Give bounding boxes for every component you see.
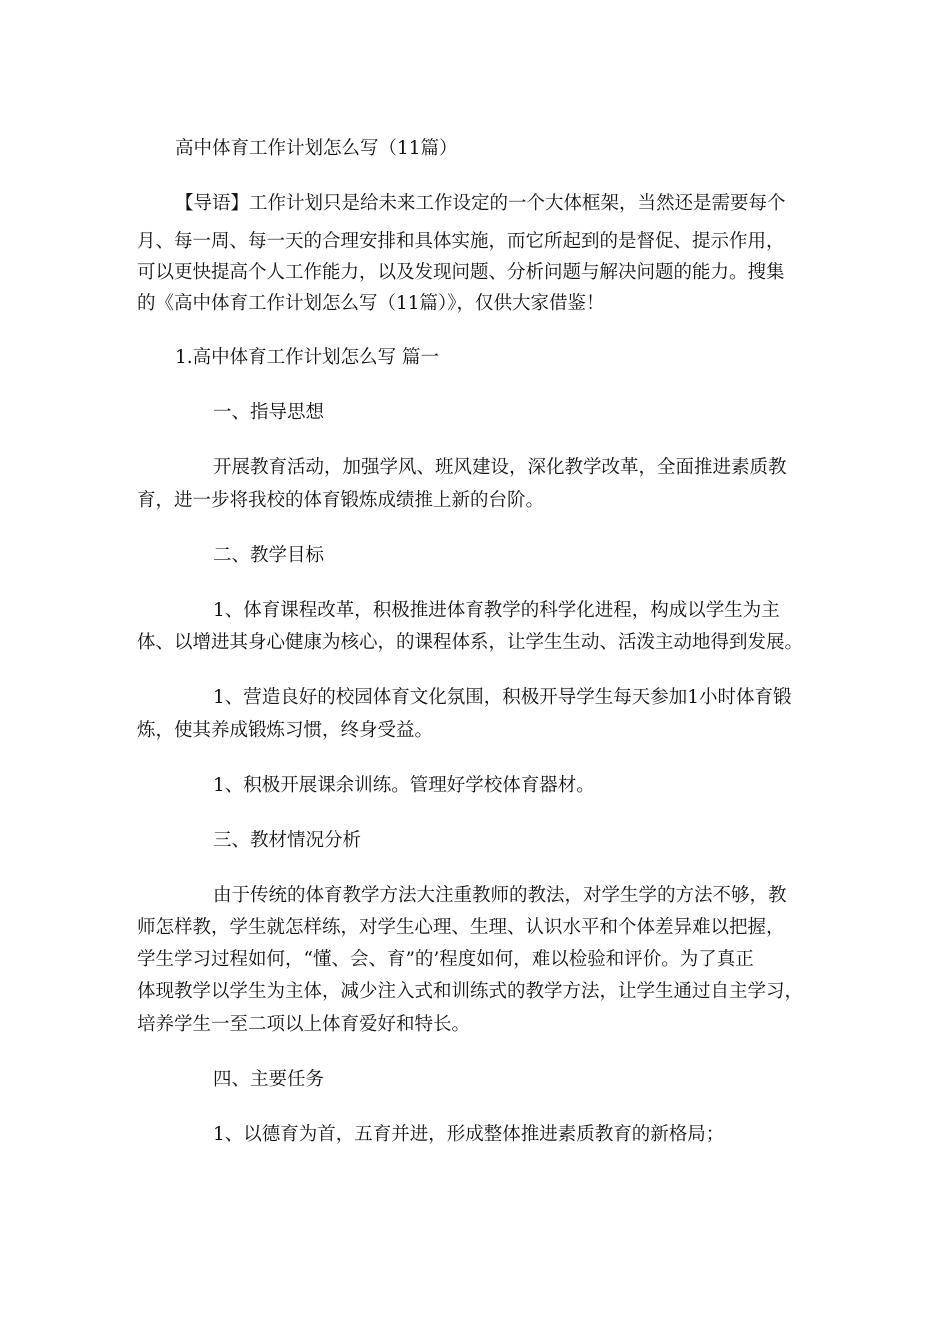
heading-teaching-goals: 二、教学目标 — [213, 545, 325, 566]
task-line: 1、以德育为首，五育并进，形成整体推进素质教育的新格局； — [213, 1124, 725, 1145]
goal-line: 1、体育课程改革，积极推进体育教学的科学化进程，构成以学生为主 — [213, 600, 780, 621]
goal-line: 1、积极开展课余训练。管理好学校体育器材。 — [213, 775, 595, 796]
paragraph-line: 育，进一步将我校的体育锻炼成绩推上新的台阶。 — [137, 490, 545, 511]
intro-line: 【导语】工作计划只是给未来工作设定的一个大体框架，当然还是需要每个 — [175, 193, 786, 214]
paragraph-line: 由于传统的体育教学方法大注重教师的教法，对学生学的方法不够，教 — [213, 885, 787, 906]
heading-main-tasks: 四、主要任务 — [213, 1069, 325, 1090]
goal-line: 炼，使其养成锻炼习惯，终身受益。 — [137, 720, 434, 741]
intro-line: 月、每一周、每一天的合理安排和具体实施，而它所起到的是督促、提示作用， — [137, 231, 785, 252]
document-title: 高中体育工作计划怎么写（11篇） — [175, 138, 458, 159]
paragraph-line: 学生学习过程如何，“懂、会、育”的’程度如何，难以检验和评价。为了真正 — [137, 949, 754, 970]
intro-line: 可以更快提高个人工作能力，以及发现问题、分析问题与解决问题的能力。搜集 — [137, 262, 785, 283]
paragraph-line: 体现教学以学生为主体，减少注入式和训练式的教学方法，让学生通过自主学习， — [137, 981, 804, 1002]
goal-line: 1、营造良好的校园体育文化氛围，积极开导学生每天参加1小时体育锻 — [213, 687, 792, 708]
intro-line: 的《高中体育工作计划怎么写（11篇）》，仅供大家借鉴！ — [137, 293, 605, 314]
paragraph-line: 师怎样教，学生就怎样练，对学生心理、生理、认识水平和个体差异难以把握， — [137, 917, 785, 938]
section-title: 1.高中体育工作计划怎么写 篇一 — [175, 347, 440, 368]
goal-line: 体、以增进其身心健康为核心，的课程体系，让学生生动、活泼主动地得到发展。 — [137, 632, 804, 653]
paragraph-line: 培养学生一至二项以上体育爱好和特长。 — [137, 1014, 471, 1035]
heading-material-analysis: 三、教材情况分析 — [213, 830, 362, 851]
heading-guiding-thought: 一、指导思想 — [213, 402, 325, 423]
paragraph-line: 开展教育活动，加强学风、班风建设，深化教学改革，全面推进素质教 — [213, 457, 787, 478]
